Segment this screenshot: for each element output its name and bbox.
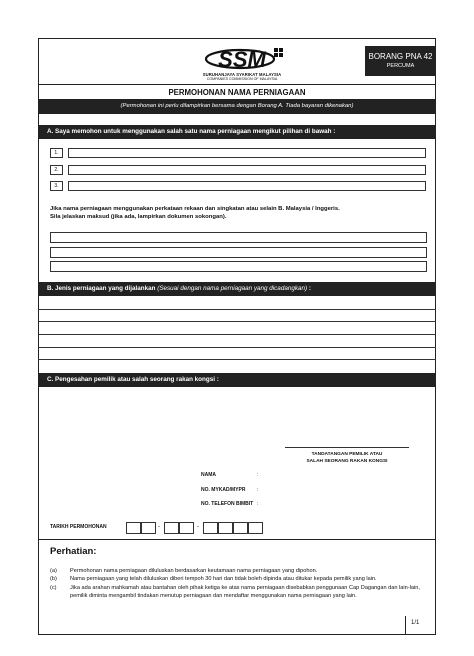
signature-label-2: SALAH SEORANG RAKAN KONGSI (306, 459, 388, 464)
section-b-header-text: B. Jenis perniagaan yang dijalankan (47, 285, 156, 292)
note-c-text: Jika ada arahan mahkamah atau bantahan oleh pihak ketiga ke atas nama perniagaan disebabkan penggunaan Cap Dagangan dan lain-lain, pemilik diminta mengambil tindakan menutup perniagaan dan mendaftar menggunakan nama perniagaan yang lain. (70, 585, 420, 599)
form-price: PERCUMA (386, 63, 415, 69)
logo-text-malay: SURUHANJAYA SYARIKAT MALAYSIA (202, 72, 282, 77)
date-month-digit-2[interactable] (179, 522, 194, 534)
section-a-note-1: Jika nama perniagaan menggunakan perkataan rekaan dan singkatan atau selain B. Malaysia / Inggeris. (50, 206, 340, 212)
logo-text-english: COMPANIES COMMISSION OF MALAYSIA (206, 77, 278, 81)
header-divider (38, 84, 436, 85)
business-name-choice-2-field[interactable] (68, 165, 426, 175)
form-code-badge (365, 46, 436, 76)
form-code: BORANG PNA 42 (368, 52, 433, 61)
business-name-choice-1-field[interactable] (68, 148, 426, 158)
form-subtitle: (Permohonan ini perlu dilampirkan bersama dengan Borang A. Tiada bayaran dikenakan) (38, 99, 436, 114)
note-b-letter: (b) (50, 576, 57, 582)
name-colon: : (257, 472, 259, 478)
notes-divider (38, 539, 436, 540)
notes-heading: Perhatian: (50, 546, 97, 557)
date-day-digit-1[interactable] (126, 522, 141, 534)
business-name-choice-3-field[interactable] (68, 181, 426, 191)
business-type-line-3[interactable] (38, 334, 436, 335)
signature-line[interactable] (285, 447, 409, 448)
page-number-divider (405, 616, 406, 635)
section-b-header-colon: : (308, 285, 311, 292)
page-number: 1/1 (411, 620, 420, 626)
note-c-letter: (c) (50, 585, 57, 591)
date-separator-2: - (197, 524, 199, 530)
meaning-explanation-field-2[interactable] (50, 247, 427, 258)
choice-number-3: 3. (50, 181, 63, 191)
signature-label-1: TANDATANGAN PEMILIK ATAU (311, 452, 383, 457)
business-type-line-4[interactable] (38, 347, 436, 348)
meaning-explanation-field-1[interactable] (50, 232, 427, 243)
date-month-digit-1[interactable] (164, 522, 179, 534)
business-type-line-1[interactable] (38, 309, 436, 310)
date-day-digit-2[interactable] (141, 522, 156, 534)
mykad-colon: : (257, 487, 259, 493)
note-a-letter: (a) (50, 568, 57, 574)
choice-number-2: 2. (50, 165, 63, 175)
section-b-header (38, 282, 436, 296)
section-c-header: C. Pengesahan pemilik atau salah seorang rakan kongsi : (38, 373, 436, 387)
meaning-explanation-field-3[interactable] (50, 261, 427, 272)
choice-number-1: 1. (50, 148, 63, 158)
name-label: NAMA (201, 472, 216, 478)
date-separator-1: - (158, 524, 160, 530)
date-year-digit-2[interactable] (218, 522, 233, 534)
business-type-line-5[interactable] (38, 359, 436, 360)
date-year-digit-3[interactable] (233, 522, 248, 534)
date-year-digit-4[interactable] (248, 522, 263, 534)
form-title: PERMOHONAN NAMA PERNIAGAAN (168, 88, 306, 97)
phone-label: NO. TELEFON BIMBIT (201, 501, 254, 507)
note-b-text: Nama perniagaan yang telah diluluskan diberi tempoh 30 hari dan tidak boleh dipinda atau ditukar kepada pemilik yang lain. (70, 576, 377, 582)
business-type-line-2[interactable] (38, 321, 436, 322)
application-date-label: TARIKH PERMOHONAN (50, 524, 107, 530)
svg-text:SSM: SSM (218, 47, 266, 72)
section-a-note-2: Sila jelaskan maksud (jika ada, lampirkan dokumen sokongan). (50, 214, 227, 220)
date-year-digit-1[interactable] (203, 522, 218, 534)
note-a-text: Permohonan nama perniagaan diluluskan berdasarkan keutamaan nama perniagaan yang dipohon. (70, 568, 318, 574)
section-a-header: A. Saya memohon untuk menggunakan salah satu nama perniagaan mengikut pilihan di bawah : (38, 125, 436, 139)
section-b-header-hint: (Sesuai dengan nama perniagaan yang dicadangkan) (157, 285, 308, 292)
phone-colon: : (257, 501, 259, 507)
mykad-label: NO. MYKAD/MYPR (201, 487, 246, 493)
